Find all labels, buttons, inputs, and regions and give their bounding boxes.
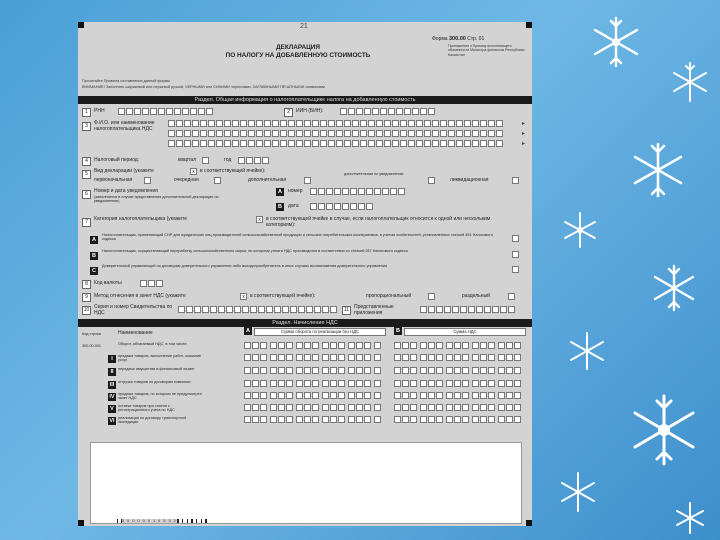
roman-marker: V: [108, 405, 116, 413]
corner-marker: [526, 520, 532, 526]
rnn-label: РНН: [94, 108, 105, 114]
warning-note: ВНИМАНИЕ! Заполнять шариковой или перьевой ручкой, ЧЕРНЫМИ или СИНИМИ чернилами, ЗАГЛАВНЫМИ ПЕЧАТНЫМИ символами: [82, 85, 326, 89]
table-row: продажа товаров, по которым не предусмотрен зачет НДС: [118, 392, 202, 401]
form-page-label: Стр. 01: [467, 36, 485, 42]
cert-cells[interactable]: [178, 306, 337, 313]
decl-type-tail: в соответствующей ячейке):: [200, 168, 266, 174]
amount-cells[interactable]: [394, 342, 521, 349]
sample-mark-box: х: [256, 216, 263, 223]
category-c-marker: C: [90, 267, 98, 275]
category-a-text: Налогоплательщик, применяющий СНР для юридических лиц-производителей сельскохозяйственной продукции и сельских потребительских кооперативов, в учетом особенностей, установленных статьей 451 Налогового кодекса: [102, 233, 493, 242]
category-tail: в соответствующей ячейке в случае, если налогоплательщик относится к одной или нескольким категориям):: [266, 216, 491, 228]
fio-cells-line-2[interactable]: [168, 130, 503, 137]
row-number: 8: [82, 280, 91, 289]
type-notice-checkbox[interactable]: [428, 177, 435, 184]
type-liquidation-label: ликвидационная: [450, 177, 489, 183]
row-number: 5: [82, 170, 91, 179]
snowflake-icon: [626, 392, 702, 468]
col-b-marker: B: [394, 327, 402, 335]
notice-label: Номер и дата уведомления: [94, 188, 158, 194]
sample-mark-box: х: [240, 293, 247, 300]
notice-number-cells[interactable]: [310, 188, 405, 195]
fio-cells-line-1[interactable]: [168, 120, 503, 127]
table-row: Оборот, облагаемый НДС, в том числе:: [118, 342, 188, 346]
proportional-label: пропорциональный: [366, 293, 412, 299]
amount-cells[interactable]: [244, 416, 381, 423]
amount-cells[interactable]: [244, 404, 381, 411]
category-b-text: Налогоплательщик, осуществляющий переработку сельскохозяйственного сырья, по которому уплата НДС производится в соответствии со статьей 267 Налогового кодекса: [102, 249, 408, 253]
iin-cells[interactable]: [340, 108, 435, 115]
snowflake-icon: [560, 210, 600, 250]
amount-cells[interactable]: [394, 380, 521, 387]
instruction-note: Прочитайте Правила составления данной формы: [82, 79, 171, 83]
snowflake-icon: [648, 262, 700, 314]
amount-cells[interactable]: [394, 392, 521, 399]
title-line-1: ДЕКЛАРАЦИЯ: [276, 44, 320, 51]
amount-cells[interactable]: [244, 367, 381, 374]
fio-cells-line-3[interactable]: [168, 140, 503, 147]
corner-marker: [78, 22, 84, 28]
snowflake-icon: [556, 470, 600, 514]
table-row: продажа товаров, выполнение работ, оказание услуг: [118, 354, 202, 363]
method-label: Метод отнесения в зачет НДС (укажите: [94, 293, 186, 299]
category-label: Категория налогоплательщика (укажите: [94, 216, 187, 222]
type-regular-checkbox[interactable]: [214, 177, 221, 184]
section-header: Раздел. Общая информация о налогоплательщике налога на добавленную стоимость: [78, 96, 532, 104]
snowflake-icon: [588, 14, 644, 70]
cert-label: Серия и номер Свидетельства по НДС: [94, 304, 173, 316]
row-number: 2: [284, 108, 293, 117]
snowflake-icon: [566, 330, 608, 372]
separate-checkbox[interactable]: [508, 293, 515, 300]
attached-label: Представленные приложения: [354, 304, 394, 316]
form-number: [432, 36, 484, 42]
row-number: 11: [343, 307, 350, 313]
separate-label: раздельный: [462, 293, 490, 299]
amount-cells[interactable]: [394, 354, 521, 361]
amount-cells[interactable]: [394, 416, 521, 423]
row-number: 9: [82, 293, 91, 302]
amount-cells[interactable]: [244, 342, 381, 349]
snowflake-icon: [628, 140, 688, 200]
notice-hint: (заполняется в случае представления дополнительной декларации по уведомлению): [94, 195, 219, 204]
iin-label: ИИН (БИН):: [296, 108, 324, 114]
arrow-icon: ▸: [522, 131, 526, 137]
roman-marker: VI: [109, 418, 115, 424]
col-a-header: Сумма оборота по реализации без НДС: [254, 328, 386, 336]
quarter-cell[interactable]: [202, 157, 209, 164]
roman-marker: I: [108, 355, 116, 363]
notice-number-label: номер: [288, 188, 303, 194]
blank-area: [90, 442, 522, 524]
type-initial-label: первоначальная: [94, 177, 133, 183]
page-number: 21: [300, 23, 308, 30]
amount-cells[interactable]: [244, 380, 381, 387]
col-a-marker: A: [244, 327, 252, 335]
notice-date-cells[interactable]: [310, 203, 373, 210]
type-notice-label: дополнительная по уведомлению: [344, 172, 404, 176]
year-label: год: [224, 157, 232, 163]
proportional-checkbox[interactable]: [428, 293, 435, 300]
category-c-text: Доверительный управляющий по договорам доверительного управления либо выгодоприобретатель в иных случаях возникновения доверительного управления: [102, 264, 388, 268]
type-initial-checkbox[interactable]: [144, 177, 151, 184]
type-additional-label: дополнительная: [248, 177, 287, 183]
corner-marker: [78, 520, 84, 526]
fio-label: Ф.И.О. или наименование налогоплательщика НДС: [94, 120, 155, 132]
first-line-code: 300.00.001: [82, 344, 102, 348]
col-code-header: Код строки: [82, 332, 102, 336]
table-row: остатки товаров при снятии с регистрационного учета по НДС: [118, 404, 175, 413]
row-number: 4: [82, 157, 91, 166]
form-title: [198, 44, 398, 60]
table-row: отгрузка товаров по договорам комиссии: [118, 380, 191, 384]
arrow-icon: ▸: [522, 121, 526, 127]
table-row: реализация по договору транспортной экспедиции: [118, 416, 187, 425]
arrow-icon: ▸: [522, 141, 526, 147]
sample-mark-box: х: [190, 168, 197, 175]
amount-cells[interactable]: [394, 404, 521, 411]
category-a-marker: A: [90, 236, 98, 244]
row-number: 7: [82, 218, 91, 227]
declaration-form: [78, 22, 532, 526]
section-header: Раздел. Начисление НДС: [78, 319, 532, 327]
type-additional-checkbox[interactable]: [304, 177, 311, 184]
category-a-checkbox[interactable]: [512, 235, 519, 242]
amount-cells[interactable]: [394, 367, 521, 374]
attached-cells[interactable]: [420, 306, 515, 313]
col-name-header: Наименование: [118, 330, 153, 336]
type-liquidation-checkbox[interactable]: [512, 177, 519, 184]
title-line-2: ПО НАЛОГУ НА ДОБАВЛЕННУЮ СТОИМОСТЬ: [225, 52, 371, 59]
year-cells[interactable]: [238, 157, 269, 164]
quarter-label: квартал: [178, 157, 197, 163]
form-prefix: Форма: [432, 36, 448, 42]
row-number: 10: [83, 307, 90, 313]
row-number: 1: [82, 108, 91, 117]
currency-cells[interactable]: [140, 280, 163, 287]
snowflake-icon: [672, 500, 708, 536]
currency-label: Код валюты: [94, 280, 122, 286]
amount-cells[interactable]: [244, 354, 381, 361]
letter-a-marker: A: [276, 188, 284, 196]
row-number: 6: [82, 190, 91, 199]
amount-cells[interactable]: [244, 392, 381, 399]
corner-marker: [526, 22, 532, 28]
col-b-header: Сумма НДС: [404, 328, 526, 336]
rnn-cells[interactable]: [118, 108, 213, 115]
letter-b-marker: B: [276, 203, 284, 211]
roman-marker: II: [108, 368, 116, 376]
category-b-checkbox[interactable]: [512, 251, 519, 258]
category-b-marker: B: [90, 252, 98, 260]
period-label: Налоговый период:: [94, 157, 140, 163]
category-c-checkbox[interactable]: [512, 266, 519, 273]
table-row: передача имущества в финансовый лизинг: [118, 367, 195, 371]
roman-marker: IV: [109, 394, 115, 400]
type-regular-label: очередная: [174, 177, 199, 183]
barcode-digits: 3 0 0 0 0 0 1 0 5 3 2: [122, 519, 177, 523]
notice-date-label: дата: [288, 203, 299, 209]
decl-type-label: Вид декларации (укажите: [94, 168, 154, 174]
approval-note: Приложение к Приказу исполняющего обязанности Министра финансов Республики Казахстан: [448, 44, 525, 57]
form-code: 300.00: [448, 36, 466, 42]
row-number: 3: [82, 122, 91, 131]
roman-marker: III: [109, 382, 115, 388]
method-tail: в соответствующей ячейке):: [250, 293, 316, 299]
snowflake-icon: [668, 60, 712, 104]
